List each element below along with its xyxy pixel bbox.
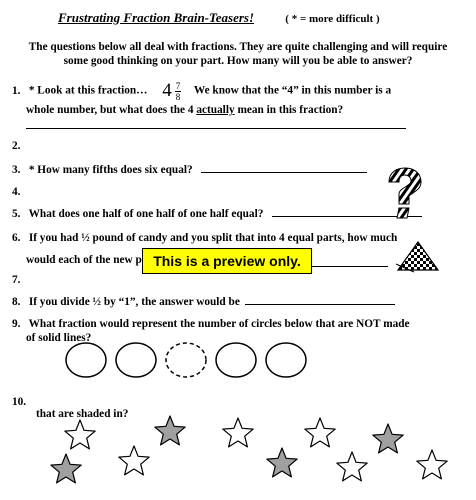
question-text-continued: made — [380, 318, 410, 330]
question-number: 1. — [12, 84, 21, 97]
checkered-triangle-icon — [396, 240, 440, 274]
preview-banner: This is a preview only. — [142, 248, 312, 274]
question-number: 10. — [12, 396, 27, 408]
question-text: What fraction would represent the number of circles below that are — [28, 318, 357, 330]
emphasis-word: actually — [196, 104, 235, 116]
star-shaded — [51, 454, 81, 483]
question-number: 2. — [12, 140, 21, 152]
star-shaded — [155, 416, 185, 445]
star-shaded — [373, 424, 403, 453]
question-text: mean in this fraction? — [234, 104, 344, 116]
question-text: If you had ½ pound of candy and you split that into 4 equal parts, how much — [28, 232, 398, 244]
question-text-continued: We know that the “4” in this number is a — [193, 84, 392, 97]
question-text: * Look at this fraction… — [28, 84, 148, 97]
question-number: 4. — [12, 186, 21, 198]
question-mark-icon — [383, 168, 423, 220]
question-number: 5. — [12, 208, 21, 220]
title-text: Frustrating Fraction Brain-Teasers! — [58, 10, 255, 25]
fraction-numerator: 7 — [175, 80, 181, 91]
question-text: of solid lines? — [26, 332, 92, 344]
star-outline — [417, 450, 447, 479]
question-text: would each of the new p — [26, 254, 142, 266]
star-outline — [337, 452, 367, 481]
difficulty-note: ( * = more difficult ) — [285, 13, 380, 25]
question-number: 6. — [12, 232, 21, 244]
star-outline — [65, 420, 95, 449]
fraction-denominator: 8 — [175, 91, 181, 102]
question-number: 3. — [12, 164, 21, 176]
question-number: 7. — [12, 274, 21, 286]
question-text: If you divide ½ by “1”, the answer would be — [28, 296, 240, 308]
question-number: 8. — [12, 296, 21, 308]
star-outline — [119, 446, 149, 475]
star-shaded — [267, 448, 297, 477]
question-text: that are shaded in? — [36, 408, 129, 420]
question-text: What does one half of one half of one half equal? — [28, 208, 264, 220]
question-number: 9. — [12, 318, 21, 330]
emphasis-word: NOT — [356, 318, 381, 330]
question-text: whole number, but what does the 4 — [26, 104, 197, 116]
question-text: * How many fifths does six equal? — [28, 164, 193, 176]
intro-paragraph: The questions below all deal with fractions. They are quite challenging and will require some good thinking on your part. How many will you be able to answer? — [28, 41, 448, 67]
fraction-whole: 4 — [162, 80, 172, 101]
star-outline — [223, 418, 253, 447]
star-outline — [305, 418, 335, 447]
